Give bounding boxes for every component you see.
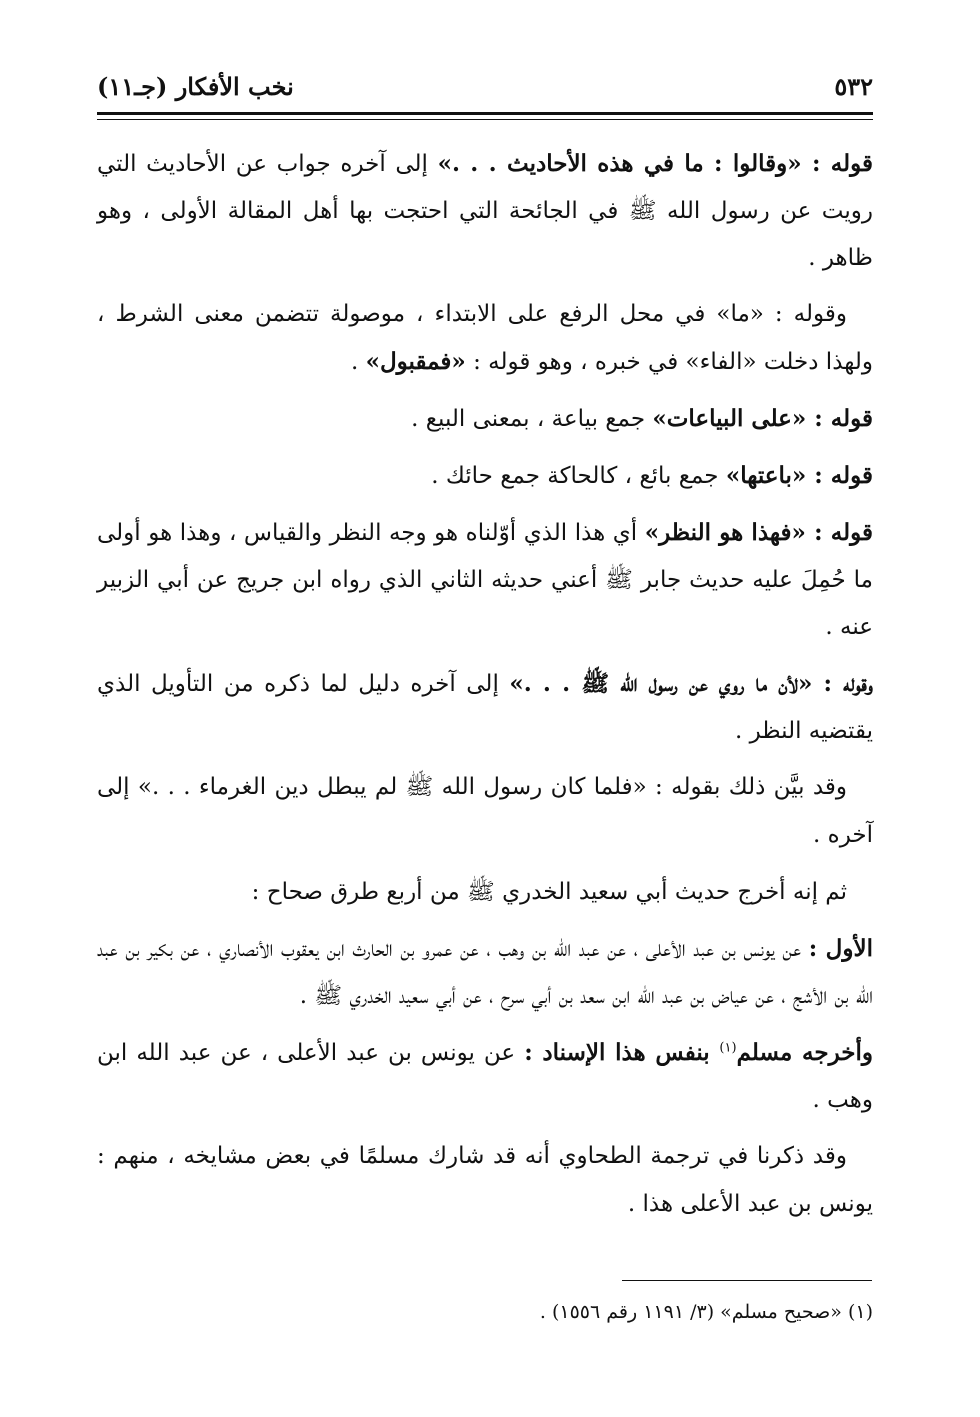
- paragraph: الأول : عن يونس بن عبد الأعلى ، عن عبد الله بن وهب ، عن عمرو بن الحارث ابن يعقوب الأنصاري ، عن بكير بن عبد الله بن الأشج ، عن عياض بن عبد الله ابن سعد بن أبي سرح ، عن أبي سعيد الخدري ﷺ .: [97, 935, 873, 1009]
- paragraph: وقد بيَّن ذلك بقوله : «فلما كان رسول الله ﷺ لم يبطل دين الغرماء . . .» إلى آخره .: [97, 774, 873, 848]
- paragraph: وقوله : «لأن ما روي عن رسول الله ﷺ . . .» إلى آخره دليل لما ذكره من التأويل الذي يقتضيه النظر .: [97, 670, 873, 744]
- page-header: [97, 72, 873, 101]
- paragraph: قوله : «باعتها» جمع بائع ، كالحاكة جمع حائك .: [431, 462, 873, 489]
- header-rule-thin: [97, 119, 873, 120]
- footnote-separator: [622, 1280, 872, 1281]
- main-text: [97, 140, 873, 1237]
- paragraph: قوله : «على البياعات» جمع بياعة ، بمعنى البيع .: [411, 405, 873, 432]
- paragraph: وقد ذكرنا في ترجمة الطحاوي أنه قد شارك مسلمًا في بعض مشايخه ، منهم : يونس بن عبد الأعلى هذا .: [97, 1143, 873, 1217]
- book-title: نخب الأفكار (جـ١١): [97, 72, 294, 101]
- paragraph: قوله : «وقالوا : ما في هذه الأحاديث . . .» إلى آخره جواب عن الأحاديث التي رويت عن رسول الله ﷺ في الجائحة التي احتجت بها أهل المقالة الأولى ، وهو ظاهر .: [97, 150, 873, 271]
- paragraph: ثم إنه أخرج حديث أبي سعيد الخدري ﷺ من أربع طرق صحاح :: [251, 879, 847, 905]
- footnote-marker[interactable]: (١): [719, 1040, 737, 1056]
- page-number: ٥٣٢: [834, 72, 873, 101]
- header-rule-thick: [97, 112, 873, 115]
- paragraph: قوله : «فهذا هو النظر» أي هذا الذي أوّلناه هو وجه النظر والقياس ، وهذا هو أولى ما حُمِلَ عليه حديث جابر ﷺ أعني حديثه الثاني الذي رواه ابن جريج عن أبي الزبير عنه .: [97, 519, 873, 640]
- footnote: (١) «صحيح مسلم» (٣/ ١١٩١ رقم ١٥٥٦) .: [539, 1301, 873, 1323]
- paragraph: وقوله : «ما» في محل الرفع على الابتداء ، موصولة تتضمن معنى الشرط ، ولهذا دخلت «الفاء» في خبره ، وهو قوله : «فمقبول» .: [97, 301, 873, 375]
- paragraph-muslim: وأخرجه مسلم$^{(١)}$ بنفس هذا الإسناد : عن يونس بن عبد الأعلى ، عن عبد الله ابن وهب .: [97, 1039, 873, 1113]
